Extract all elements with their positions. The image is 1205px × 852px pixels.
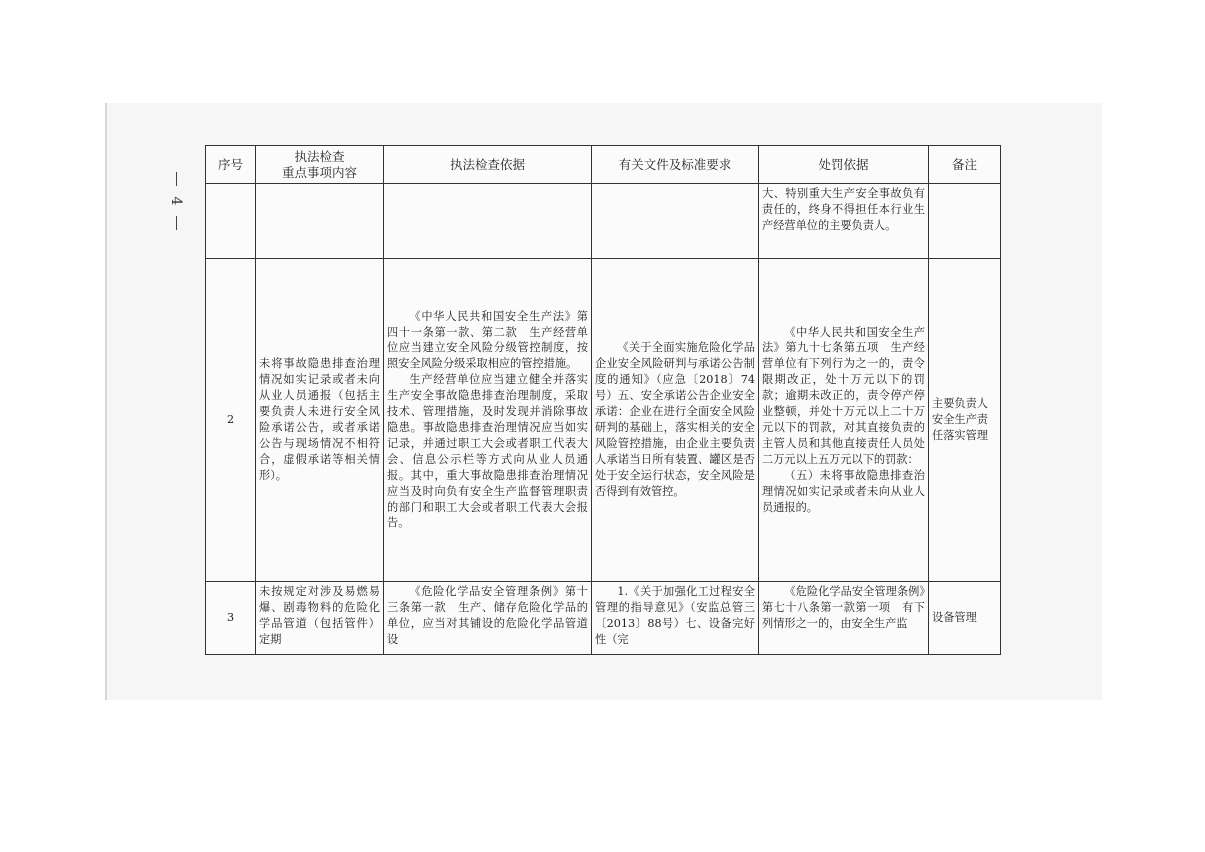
- table-row: [206, 184, 1001, 259]
- cell-note: 主要负责人安全生产责任落实管理: [929, 259, 1001, 582]
- cell-standards: [592, 259, 759, 582]
- cell-note: [929, 184, 1001, 259]
- table-row: [206, 582, 1001, 655]
- table-row: [206, 259, 1001, 582]
- cell-item: [256, 259, 384, 582]
- cell-item: [256, 184, 384, 259]
- header-basis: 执法检查依据: [384, 146, 592, 184]
- header-penalty: 处罚依据: [759, 146, 929, 184]
- item-text: 未按规定对涉及易燃易爆、剧毒物料的危险化学品管道（包括管件）定期: [259, 585, 380, 646]
- cell-basis: [384, 184, 592, 259]
- standards-paragraph: 《关于全面实施危险化学品企业安全风险研判与承诺公告制度的通知》（应急〔2018〕74号）五、安全承诺公告企业安全承诺：企业在进行全面安全风险研判的基础上，落实相关的安全风险管控措施，由企业主要负责人承诺当日所有装置、罐区是否处于安全运行状态，安全风险是否得到有效管控。: [595, 341, 755, 498]
- penalty-paragraph: 大、特别重大生产安全事故负有责任的，终身不得担任本行业生产经营单位的主要负责人。: [762, 187, 925, 232]
- cell-no: 2: [206, 259, 256, 582]
- cell-penalty: [759, 259, 929, 582]
- basis-paragraph: 《中华人民共和国安全生产法》第四十一条第一款、第二款 生产经营单位应当建立安全风险分级管控制度，按照安全风险分级采取相应的管控措施。: [387, 309, 588, 371]
- cell-penalty: [759, 582, 929, 655]
- scan-edge: [105, 103, 107, 700]
- table-header-row: [206, 146, 1001, 184]
- penalty-paragraph: 《危险化学品安全管理条例》第七十八条第一款第一项 有下列情形之一的，由安全生产监: [762, 585, 925, 630]
- basis-paragraph: 生产经营单位应当建立健全并落实生产安全事故隐患排查治理制度，采取技术、管理措施，及时发现并消除事故隐患。事故隐患排查治理情况应当如实记录，并通过职工大会或者职工代表大会、信息公示栏等方式向从业人员通报。其中，重大事故隐患排查治理情况应当及时向负有安全生产监督管理职责的部门和职工大会或者职工代表大会报告。: [387, 373, 588, 530]
- cell-no: 3: [206, 582, 256, 655]
- enforcement-table: [205, 145, 1001, 655]
- cell-penalty: [759, 184, 929, 259]
- header-standards: 有关文件及标准要求: [592, 146, 759, 184]
- cell-basis: [384, 582, 592, 655]
- basis-paragraph: 《危险化学品安全管理条例》第十三条第一款 生产、储存危险化学品的单位，应当对其铺设的危险化学品管道设: [387, 585, 588, 646]
- header-no: 序号: [206, 146, 256, 184]
- page-number-text: 4: [168, 196, 184, 206]
- page-number: [168, 170, 184, 232]
- cell-note: 设备管理: [929, 582, 1001, 655]
- cell-standards: [592, 184, 759, 259]
- cell-standards: [592, 582, 759, 655]
- penalty-paragraph: （五）未将事故隐患排查治理情况如实记录或者未向从业人员通报的。: [762, 468, 925, 514]
- page-number-dash-bottom: [176, 216, 177, 230]
- header-note: 备注: [929, 146, 1001, 184]
- cell-basis: [384, 259, 592, 582]
- standards-paragraph: 1.《关于加强化工过程安全管理的指导意见》（安监总管三〔2013〕88号）七、设备完好性（完: [595, 585, 755, 646]
- cell-no: [206, 184, 256, 259]
- page-number-dash-top: [176, 172, 177, 186]
- header-item: 执法检查 重点事项内容: [256, 146, 384, 184]
- item-text: 未将事故隐患排查治理情况如实记录或者未向从业人员通报（包括主要负责人未进行安全风险承诺公告，或者承诺公告与现场情况不相符合，虚假承诺等相关情形）。: [259, 357, 380, 482]
- cell-item: [256, 582, 384, 655]
- penalty-paragraph: 《中华人民共和国安全生产法》第九十七条第五项 生产经营单位有下列行为之一的，责令限期改正，处十万元以下的罚款；逾期未改正的，责令停产停业整顿，并处十万元以上二十万元以下的罚款，对其直接负责的主管人员和其他直接责任人员处二万元以上五万元以下的罚款：: [762, 325, 925, 466]
